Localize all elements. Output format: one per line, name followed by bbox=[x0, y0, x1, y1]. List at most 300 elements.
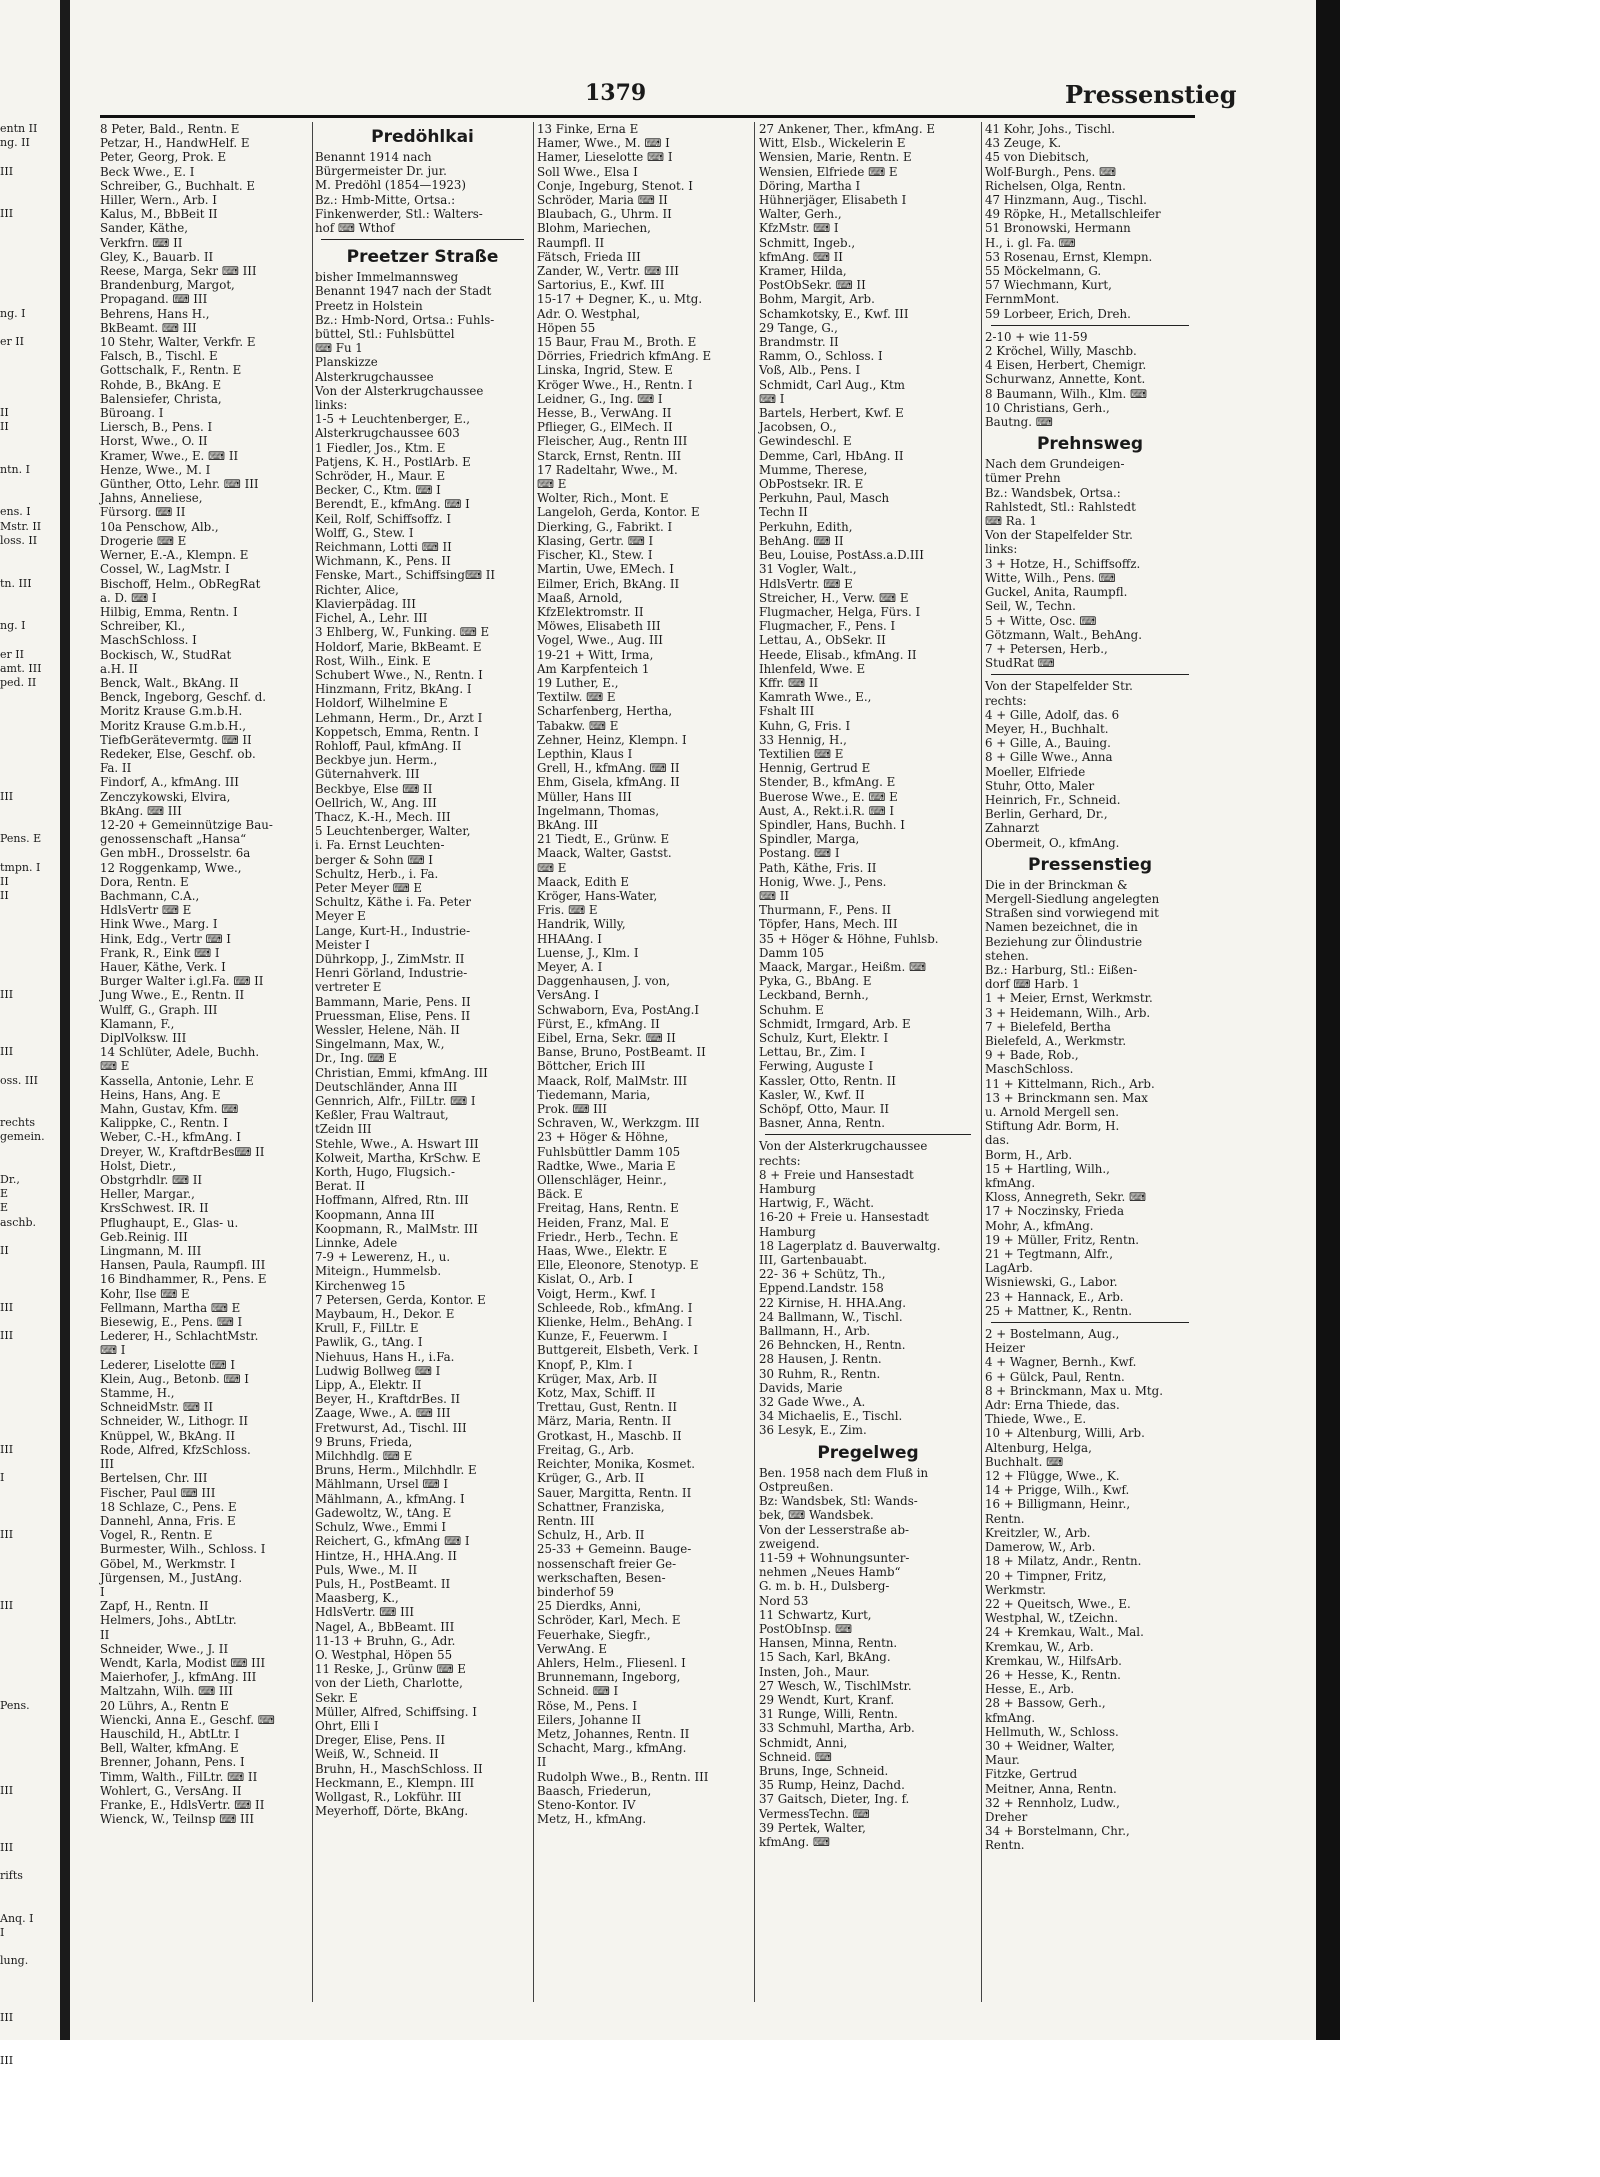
directory-entry: Stender, B., kfmAng. E bbox=[759, 775, 896, 790]
directory-entry bbox=[0, 1386, 56, 1400]
directory-entry: i. Fa. Ernst Leuchten- bbox=[315, 838, 445, 853]
directory-entry: 11-59 + Wohnungsunter- bbox=[759, 1550, 910, 1565]
directory-entry: Rentn. bbox=[985, 1838, 1025, 1853]
directory-entry: Bohm, Margit, Arb. bbox=[759, 292, 875, 307]
directory-entry: Maaß, Arnold, bbox=[537, 590, 623, 605]
directory-entry: Ohrt, Elli I bbox=[315, 1718, 379, 1733]
directory-entry: Eilmer, Erich, BkAng. II bbox=[537, 576, 680, 591]
directory-entry bbox=[0, 1741, 56, 1755]
directory-entry: Helmers, Johs., AbtLtr. bbox=[100, 1613, 237, 1628]
directory-entry: Soll Wwe., Elsa I bbox=[537, 164, 638, 179]
directory-entry: Bruhn, H., MaschSchloss. II bbox=[315, 1761, 483, 1776]
directory-entry: 15-17 + Degner, K., u. Mtg. bbox=[537, 292, 703, 307]
directory-entry bbox=[0, 1414, 56, 1428]
directory-entry: Niehuus, Hans H., i.Fa. bbox=[315, 1349, 455, 1364]
directory-entry: Schulz, H., Arb. II bbox=[537, 1528, 645, 1543]
directory-entry: 11 + Kittelmann, Rich., Arb. bbox=[985, 1076, 1155, 1091]
page-number: 1379 bbox=[585, 80, 647, 106]
directory-entry: Reichmann, Lotti ⌨ II bbox=[315, 540, 452, 555]
directory-entry: Grell, H., kfmAng. ⌨ II bbox=[537, 761, 680, 776]
directory-entry bbox=[0, 1940, 56, 1954]
directory-entry bbox=[0, 1713, 56, 1727]
directory-entry: Bz.: Harburg, Stl.: Eißen- bbox=[985, 962, 1138, 977]
directory-entry: Kröger Wwe., H., Rentn. I bbox=[537, 377, 693, 392]
directory-entry: Schamkotsky, E., Kwf. III bbox=[759, 306, 909, 321]
directory-entry: Wensien, Marie, Rentn. E bbox=[759, 150, 912, 165]
column-1 bbox=[100, 122, 310, 2022]
directory-entry: Schreiber, G., Buchhalt. E bbox=[100, 178, 256, 193]
section-rule bbox=[321, 239, 524, 240]
directory-entry: G. m. b. H., Dulsberg- bbox=[759, 1579, 890, 1594]
directory-entry: 2 Kröchel, Willy, Maschb. bbox=[985, 344, 1137, 359]
directory-entry bbox=[0, 903, 56, 917]
directory-entry: Schneid. ⌨ I bbox=[537, 1684, 619, 1699]
column-divider bbox=[312, 122, 313, 2002]
directory-entry: Damm 105 bbox=[759, 945, 825, 960]
directory-entry: Blaubach, G., Uhrm. II bbox=[537, 207, 672, 222]
running-head: Pressenstieg bbox=[1065, 80, 1237, 109]
directory-entry: Gley, K., Bauarb. II bbox=[100, 249, 214, 264]
directory-entry: 4 Eisen, Herbert, Chemigr. bbox=[985, 358, 1147, 373]
directory-entry: Schröder, Karl, Mech. E bbox=[537, 1613, 681, 1628]
directory-entry: Trettau, Gust, Rentn. II bbox=[537, 1400, 678, 1415]
directory-entry: 35 + Höger & Höhne, Fuhlsb. bbox=[759, 931, 939, 946]
directory-entry: Ingelmann, Thomas, bbox=[537, 803, 660, 818]
directory-entry: Schneider, W., Lithogr. II bbox=[100, 1414, 249, 1429]
directory-entry: KrsSchwest. IR. II bbox=[100, 1201, 209, 1216]
directory-entry: 13 + Brinckmann sen. Max bbox=[985, 1090, 1148, 1105]
header-rule bbox=[100, 115, 1195, 118]
directory-entry: Henze, Wwe., M. I bbox=[100, 462, 211, 477]
directory-entry: 6 + Gille, A., Bauing. bbox=[985, 736, 1111, 751]
directory-entry: III bbox=[0, 789, 14, 803]
directory-entry: Spindler, Marga, bbox=[759, 832, 860, 847]
directory-entry: ens. I bbox=[0, 505, 31, 519]
directory-entry: VermessTechn. ⌨ bbox=[759, 1806, 870, 1821]
directory-entry: Hink Wwe., Marg. I bbox=[100, 917, 218, 932]
directory-entry: Stiftung Adr. Borm, H. bbox=[985, 1119, 1120, 1134]
directory-entry: Kröger, Hans-Water, bbox=[537, 888, 658, 903]
directory-entry: rechts: bbox=[759, 1153, 801, 1168]
directory-entry bbox=[0, 1755, 56, 1769]
directory-entry: Krüger, G., Arb. II bbox=[537, 1471, 645, 1486]
directory-entry: SchneidMstr. ⌨ II bbox=[100, 1400, 214, 1415]
directory-entry: Kloss, Annegreth, Sekr. ⌨ bbox=[985, 1190, 1147, 1205]
directory-entry: Basner, Anna, Rentn. bbox=[759, 1116, 885, 1131]
directory-entry bbox=[0, 250, 56, 264]
directory-entry: Starck, Ernst, Rentn. III bbox=[537, 448, 682, 463]
directory-entry: Meitner, Anna, Rentn. bbox=[985, 1781, 1117, 1796]
directory-entry: Eibel, Erna, Sekr. ⌨ II bbox=[537, 1031, 676, 1045]
directory-entry: 12 + Flügge, Wwe., K. bbox=[985, 1469, 1120, 1484]
directory-entry: er II bbox=[0, 335, 24, 349]
directory-entry: Findorf, A., kfmAng. III bbox=[100, 775, 239, 790]
directory-entry: 11-13 + Bruhn, G., Adr. bbox=[315, 1633, 456, 1648]
directory-entry: Blohm, Mariechen, bbox=[537, 221, 651, 236]
directory-entry: Pflughaupt, E., Glas- u. bbox=[100, 1215, 239, 1230]
directory-entry: Textilien ⌨ E bbox=[759, 746, 844, 761]
directory-entry: 39 Pertek, Walter, bbox=[759, 1820, 866, 1835]
directory-entry: Witt, Elsb., Wickelerin E bbox=[759, 136, 906, 151]
directory-entry: Ihlenfeld, Wwe. E bbox=[759, 661, 866, 676]
directory-entry: 8 Baumann, Wilh., Klm. ⌨ bbox=[985, 386, 1148, 401]
directory-entry: Anq. I bbox=[0, 1911, 34, 1925]
directory-entry: Brunnemann, Ingeborg, bbox=[537, 1670, 681, 1685]
directory-entry: Perkuhn, Paul, Masch bbox=[759, 491, 890, 506]
directory-entry: 32 Gade Wwe., A. bbox=[759, 1395, 866, 1410]
directory-entry: Guckel, Anita, Raumpfl. bbox=[985, 585, 1128, 600]
column-5 bbox=[985, 122, 1195, 2022]
directory-entry: Adr. O. Westphal, bbox=[537, 306, 641, 321]
directory-entry: Voß, Alb., Pens. I bbox=[759, 363, 861, 378]
directory-entry: Von der Alsterkrugchaussee bbox=[759, 1139, 928, 1154]
directory-entry: 29 Wendt, Kurt, Kranf. bbox=[759, 1692, 895, 1707]
directory-entry: 35 Rump, Heinz, Dachd. bbox=[759, 1778, 905, 1793]
directory-entry bbox=[0, 562, 56, 576]
directory-entry: Kremkau, W., HilfsArb. bbox=[985, 1653, 1122, 1668]
directory-entry: 30 + Weidner, Walter, bbox=[985, 1738, 1116, 1753]
directory-entry: nossenschaft freier Ge- bbox=[537, 1556, 677, 1571]
directory-entry bbox=[0, 1258, 56, 1272]
directory-entry bbox=[0, 605, 56, 619]
directory-entry: Klamann, F., bbox=[100, 1016, 175, 1031]
directory-entry: Richter, Alice, bbox=[315, 582, 399, 597]
directory-entry: Wiencki, Anna E., Geschf. ⌨ bbox=[100, 1712, 275, 1727]
directory-entry: Singelmann, Max, W., bbox=[315, 1037, 445, 1052]
directory-entry bbox=[0, 1642, 56, 1656]
directory-entry bbox=[0, 1883, 56, 1897]
directory-entry: Heller, Margar., bbox=[100, 1187, 195, 1202]
directory-entry: werkschaften, Besen- bbox=[537, 1570, 666, 1585]
directory-entry: 20 + Timpner, Fritz, bbox=[985, 1568, 1107, 1583]
directory-entry: Pens. bbox=[0, 1698, 30, 1712]
directory-entry: Heckmann, E., Klempn. III bbox=[315, 1775, 475, 1790]
directory-entry: Freitag, G., Arb. bbox=[537, 1442, 635, 1457]
directory-entry bbox=[0, 761, 56, 775]
directory-entry: Am Karpfenteich 1 bbox=[537, 661, 650, 676]
directory-entry: Miteign., Hummelsb. bbox=[315, 1264, 442, 1279]
directory-entry: 43 Zeuge, K. bbox=[985, 136, 1062, 151]
directory-entry: Bammann, Marie, Pens. II bbox=[315, 994, 471, 1009]
directory-entry bbox=[0, 292, 56, 306]
section-rule bbox=[765, 1134, 971, 1135]
directory-entry: Fischer, Kl., Stew. I bbox=[537, 548, 653, 563]
directory-entry: 5 + Witte, Osc. ⌨ bbox=[985, 613, 1097, 628]
directory-entry: Linska, Ingrid, Stew. E bbox=[537, 363, 673, 378]
directory-entry bbox=[0, 1585, 56, 1599]
directory-entry bbox=[0, 719, 56, 733]
directory-entry: Fätsch, Frieda III bbox=[537, 249, 641, 264]
directory-entry: Schmitt, Ingeb., bbox=[759, 235, 856, 250]
directory-entry: Mohr, A., kfmAng. bbox=[985, 1218, 1094, 1233]
directory-entry: Klienke, Helm., BehAng. I bbox=[537, 1315, 693, 1330]
directory-entry: 17 + Noczinsky, Frieda bbox=[985, 1204, 1124, 1219]
directory-entry: Westphal, W., tZeichn. bbox=[985, 1611, 1118, 1626]
directory-entry: Ehm, Gisela, kfmAng. II bbox=[537, 775, 680, 790]
directory-entry: 28 Hausen, J. Rentn. bbox=[759, 1352, 882, 1367]
directory-entry: kfmAng. bbox=[985, 1710, 1036, 1725]
directory-entry: 21 + Tegtmann, Alfr., bbox=[985, 1247, 1114, 1262]
directory-entry: Milchhdlg. ⌨ E bbox=[315, 1449, 413, 1464]
directory-entry: Textilw. ⌨ E bbox=[537, 690, 616, 705]
directory-entry: Bäck. E bbox=[537, 1187, 583, 1202]
directory-entry: 26 + Hesse, K., Rentn. bbox=[985, 1667, 1121, 1682]
directory-entry bbox=[0, 1983, 56, 1997]
directory-entry: 25 + Mattner, K., Rentn. bbox=[985, 1303, 1133, 1318]
directory-entry: Berendt, E., kfmAng. ⌨ I bbox=[315, 497, 470, 512]
directory-entry: 30 Ruhm, R., Rentn. bbox=[759, 1366, 881, 1381]
directory-entry bbox=[0, 236, 56, 250]
directory-entry: Röse, M., Pens. I bbox=[537, 1698, 638, 1713]
directory-entry: 24 + Kremkau, Walt., Mal. bbox=[985, 1625, 1144, 1640]
directory-entry: Lederer, H., SchlachtMstr. bbox=[100, 1329, 259, 1344]
directory-entry: Kohr, Ilse ⌨ E bbox=[100, 1286, 190, 1301]
directory-entry bbox=[0, 1514, 56, 1528]
directory-entry: Radtke, Wwe., Maria E bbox=[537, 1158, 676, 1173]
directory-entry: Kirchenweg 15 bbox=[315, 1278, 406, 1293]
directory-entry: Schröder, Maria ⌨ II bbox=[537, 193, 668, 208]
directory-entry: Elle, Eleonore, Stenotyp. E bbox=[537, 1258, 699, 1273]
directory-entry: Aust, A., Rekt.i.R. ⌨ I bbox=[759, 803, 895, 818]
directory-entry: III bbox=[0, 1300, 14, 1314]
directory-entry: 16 + Billigmann, Heinr., bbox=[985, 1497, 1131, 1512]
directory-entry: Schurwanz, Annette, Kont. bbox=[985, 372, 1146, 387]
directory-entry: 9 Bruns, Frieda, bbox=[315, 1434, 413, 1449]
directory-entry bbox=[0, 1997, 56, 2011]
directory-entry: 57 Wiechmann, Kurt, bbox=[985, 278, 1112, 293]
directory-entry: 31 Runge, Willi, Rentn. bbox=[759, 1707, 898, 1722]
directory-entry: Bachmann, C.A., bbox=[100, 888, 200, 903]
directory-entry: Brandenburg, Margot, bbox=[100, 278, 235, 293]
directory-entry: Hinzmann, Fritz, BkAng. I bbox=[315, 682, 472, 697]
directory-entry: Rahlstedt, Stl.: Rahlstedt bbox=[985, 499, 1136, 514]
directory-entry: Buerose Wwe., E. ⌨ E bbox=[759, 789, 898, 804]
directory-entry: Von der Alsterkrugchaussee bbox=[315, 383, 484, 398]
directory-entry: Bz.: Wandsbek, Ortsa.: bbox=[985, 485, 1121, 500]
directory-entry: III bbox=[0, 207, 14, 221]
directory-entry: O. Westphal, Höpen 55 bbox=[315, 1647, 453, 1662]
directory-entry: Meyer E bbox=[315, 909, 366, 924]
directory-entry: H., i. gl. Fa. ⌨ bbox=[985, 235, 1076, 250]
directory-entry bbox=[0, 1457, 56, 1471]
directory-entry: 3 Ehlberg, W., Funking. ⌨ E bbox=[315, 625, 490, 640]
directory-entry: 15 Sach, Karl, BkAng. bbox=[759, 1650, 891, 1665]
directory-entry: Stehle, Wwe., A. Hswart III bbox=[315, 1136, 479, 1151]
directory-entry: Hauer, Käthe, Verk. I bbox=[100, 959, 226, 974]
directory-entry: Holst, Dietr., bbox=[100, 1158, 177, 1173]
directory-entry: III bbox=[0, 2053, 14, 2067]
street-heading: Pressenstieg bbox=[1027, 854, 1152, 875]
directory-entry bbox=[0, 974, 56, 988]
directory-entry: Kotz, Max, Schiff. II bbox=[537, 1386, 656, 1401]
directory-entry: KfzMstr. ⌨ I bbox=[759, 221, 839, 236]
directory-entry: Kreitzler, W., Arb. bbox=[985, 1525, 1091, 1540]
directory-entry: Wolff, G., Stew. I bbox=[315, 525, 414, 540]
directory-entry: Schubert Wwe., N., Rentn. I bbox=[315, 667, 483, 682]
directory-entry: Maltzahn, Wilh. ⌨ III bbox=[100, 1684, 233, 1699]
directory-entry: 7 + Petersen, Herb., bbox=[985, 641, 1108, 656]
directory-entry: Hartwig, F., Wächt. bbox=[759, 1196, 875, 1211]
directory-entry bbox=[0, 1812, 56, 1826]
directory-entry: Benck, Ingeborg, Geschf. d. bbox=[100, 690, 267, 705]
directory-entry: Schreiber, Kl., bbox=[100, 619, 186, 634]
directory-entry: Raumpfl. II bbox=[537, 235, 605, 250]
directory-entry: 3 + Heidemann, Wilh., Arb. bbox=[985, 1005, 1151, 1020]
directory-entry: Wensien, Elfriede ⌨ E bbox=[759, 164, 898, 179]
directory-entry: ⌨ II bbox=[759, 888, 790, 903]
directory-entry: Schattner, Franziska, bbox=[537, 1499, 665, 1514]
directory-entry: Beckbye, Else ⌨ II bbox=[315, 781, 433, 796]
directory-entry: BkAng. ⌨ III bbox=[100, 803, 182, 818]
directory-entry: Borm, H., Arb. bbox=[985, 1147, 1073, 1162]
directory-entry: BkBeamt. ⌨ III bbox=[100, 320, 197, 335]
directory-entry: ⌨ E bbox=[537, 860, 567, 875]
directory-entry: Pawlik, G., tAng. I bbox=[315, 1335, 423, 1350]
directory-entry bbox=[0, 1145, 56, 1159]
directory-entry: Thiede, Wwe., E. bbox=[985, 1412, 1087, 1427]
directory-entry: Heiden, Franz, Mal. E bbox=[537, 1215, 669, 1230]
directory-entry: 15 + Hartling, Wilh., bbox=[985, 1161, 1110, 1176]
directory-entry: Vogel, R., Rentn. E bbox=[100, 1528, 213, 1543]
directory-entry: Kasler, W., Kwf. II bbox=[759, 1087, 865, 1102]
directory-entry: Maack, Margar., Heißm. ⌨ bbox=[759, 959, 926, 974]
directory-entry: Kramer, Hilda, bbox=[759, 264, 847, 279]
directory-entry: links: bbox=[315, 398, 348, 413]
directory-entry: Zahnarzt bbox=[985, 821, 1040, 836]
directory-entry: Holdorf, Wilhelmine E bbox=[315, 696, 448, 711]
directory-entry: Haas, Wwe., Elektr. E bbox=[537, 1244, 668, 1259]
directory-entry: Dreher bbox=[985, 1809, 1028, 1824]
directory-entry: 10 + Altenburg, Willi, Arb. bbox=[985, 1426, 1145, 1441]
directory-entry: Jacobsen, O., bbox=[759, 420, 837, 435]
directory-entry: 2 + Bostelmann, Aug., bbox=[985, 1327, 1120, 1342]
directory-entry: ng. I bbox=[0, 306, 26, 320]
column-divider bbox=[533, 122, 534, 2002]
directory-entry bbox=[0, 1088, 56, 1102]
directory-entry: Schmidt, Carl Aug., Ktm bbox=[759, 377, 905, 392]
directory-entry: Henri Görland, Industrie- bbox=[315, 966, 468, 981]
directory-entry: rechts bbox=[0, 1116, 36, 1130]
directory-entry: 37 Gaitsch, Dieter, Ing. f. bbox=[759, 1792, 910, 1807]
directory-entry: 25 Dierdks, Anni, bbox=[537, 1599, 642, 1614]
directory-entry: II bbox=[0, 406, 9, 420]
directory-entry: 7 + Bielefeld, Bertha bbox=[985, 1019, 1111, 1034]
directory-entry: 8 Peter, Bald., Rentn. E bbox=[100, 122, 240, 136]
directory-entry: ped. II bbox=[0, 675, 37, 689]
directory-entry: Oellrich, W., Ang. III bbox=[315, 795, 437, 810]
directory-entry: Mahn, Gustav, Kfm. ⌨ bbox=[100, 1102, 239, 1117]
directory-entry: III bbox=[0, 1840, 14, 1854]
directory-entry: Beu, Louise, PostAss.a.D.III bbox=[759, 548, 924, 563]
directory-entry: Reichter, Monika, Kosmet. bbox=[537, 1457, 695, 1472]
directory-entry: Buttgereit, Elsbeth, Verk. I bbox=[537, 1343, 699, 1358]
directory-entry: Wessler, Helene, Näh. II bbox=[315, 1022, 460, 1037]
directory-entry: Dreger, Elise, Pens. II bbox=[315, 1733, 446, 1748]
directory-entry: Mumme, Therese, bbox=[759, 462, 868, 477]
binding-gutter bbox=[60, 0, 70, 2040]
directory-entry: HdlsVertr. ⌨ III bbox=[315, 1605, 415, 1620]
directory-entry: bisher Immelmannsweg bbox=[315, 270, 459, 285]
directory-entry: 15 Baur, Frau M., Broth. E bbox=[537, 335, 697, 350]
directory-entry: Maierhofer, J., kfmAng. III bbox=[100, 1670, 257, 1685]
directory-entry: Bautng. ⌨ bbox=[985, 415, 1053, 430]
directory-entry: Metz, Johannes, Rentn. II bbox=[537, 1726, 690, 1741]
directory-entry: Gen mbH., Drosselstr. 6a bbox=[100, 846, 251, 861]
directory-entry: 22- 36 + Schütz, Th., bbox=[759, 1267, 886, 1282]
directory-entry: Rudolph Wwe., B., Rentn. III bbox=[537, 1769, 709, 1784]
directory-entry bbox=[0, 1287, 56, 1301]
directory-entry bbox=[0, 1003, 56, 1017]
directory-entry: vertreter E bbox=[315, 980, 382, 995]
directory-entry: Schmidt, Irmgard, Arb. E bbox=[759, 1016, 911, 1031]
directory-entry: Leidner, G., Ing. ⌨ I bbox=[537, 391, 663, 406]
directory-entry: Sander, Käthe, bbox=[100, 221, 189, 236]
directory-entry: Alsterkrugchaussee 603 bbox=[315, 426, 460, 441]
directory-entry: Dora, Rentn. E bbox=[100, 874, 189, 889]
directory-entry bbox=[0, 349, 56, 363]
directory-entry: Heede, Elisab., kfmAng. II bbox=[759, 647, 917, 662]
directory-entry: Heins, Hans, Ang. E bbox=[100, 1087, 221, 1102]
directory-entry: Gottschalk, F., Rentn. E bbox=[100, 363, 242, 378]
directory-entry: Meister I bbox=[315, 937, 370, 952]
section-rule bbox=[991, 674, 1189, 675]
directory-entry: Lettau, Br., Zim. I bbox=[759, 1045, 866, 1060]
directory-entry: Rentn. bbox=[985, 1511, 1025, 1526]
directory-entry: Hink, Edg., Vertr ⌨ I bbox=[100, 931, 231, 946]
directory-entry: stehen. bbox=[985, 948, 1029, 963]
directory-entry: Gewindeschl. E bbox=[759, 434, 852, 449]
directory-entry: ⌨ E bbox=[100, 1059, 130, 1074]
directory-entry: Dierking, G., Fabrikt. I bbox=[537, 519, 673, 534]
directory-entry bbox=[0, 278, 56, 292]
directory-entry: oss. III bbox=[0, 1073, 38, 1087]
directory-entry: u. Arnold Mergell sen. bbox=[985, 1105, 1119, 1119]
directory-entry: ng. II bbox=[0, 136, 30, 150]
directory-entry: Keil, Rolf, Schiffsoffz. I bbox=[315, 511, 452, 526]
directory-entry: III bbox=[0, 988, 14, 1002]
directory-entry: Finkenwerder, Stl.: Walters- bbox=[315, 206, 483, 221]
directory-entry: 8 + Brinckmann, Max u. Mtg. bbox=[985, 1383, 1163, 1398]
directory-entry: berger & Sohn ⌨ I bbox=[315, 852, 433, 867]
directory-entry: tn. III bbox=[0, 576, 32, 590]
directory-entry bbox=[0, 704, 56, 718]
directory-entry: Nord 53 bbox=[759, 1593, 809, 1608]
directory-entry: Perkuhn, Edith, bbox=[759, 519, 853, 534]
directory-entry: Döring, Martha I bbox=[759, 178, 861, 193]
directory-entry: Klavierpädag. III bbox=[315, 596, 416, 611]
directory-entry: Zaage, Wwe., A. ⌨ III bbox=[315, 1406, 451, 1421]
directory-entry: MaschSchloss. I bbox=[100, 633, 197, 648]
directory-entry: Sekr. E bbox=[315, 1690, 358, 1705]
directory-entry: Von der Stapelfelder Str. bbox=[985, 528, 1133, 543]
directory-entry: HHAAng. I bbox=[537, 931, 602, 946]
directory-entry: loss. II bbox=[0, 533, 38, 547]
directory-entry: Linnke, Adele bbox=[315, 1236, 398, 1251]
directory-entry: Brenner, Johann, Pens. I bbox=[100, 1755, 245, 1770]
directory-entry: ntn. I bbox=[0, 462, 30, 476]
directory-entry: tmpn. I bbox=[0, 860, 41, 874]
directory-entry: StudRat ⌨ bbox=[985, 656, 1055, 671]
directory-entry: Kffr. ⌨ II bbox=[759, 675, 819, 690]
directory-entry: Bruns, Inge, Schneid. bbox=[759, 1763, 889, 1778]
directory-entry: Güternahverk. III bbox=[315, 767, 420, 782]
directory-entry: Keßler, Frau Waltraut, bbox=[315, 1108, 449, 1123]
directory-entry bbox=[0, 733, 56, 747]
directory-entry: Preetz in Holstein bbox=[315, 298, 423, 313]
directory-entry: Benannt 1914 nach bbox=[315, 150, 432, 164]
directory-entry: Peter Meyer ⌨ E bbox=[315, 880, 422, 895]
directory-entry: Richelsen, Olga, Rentn. bbox=[985, 178, 1126, 193]
